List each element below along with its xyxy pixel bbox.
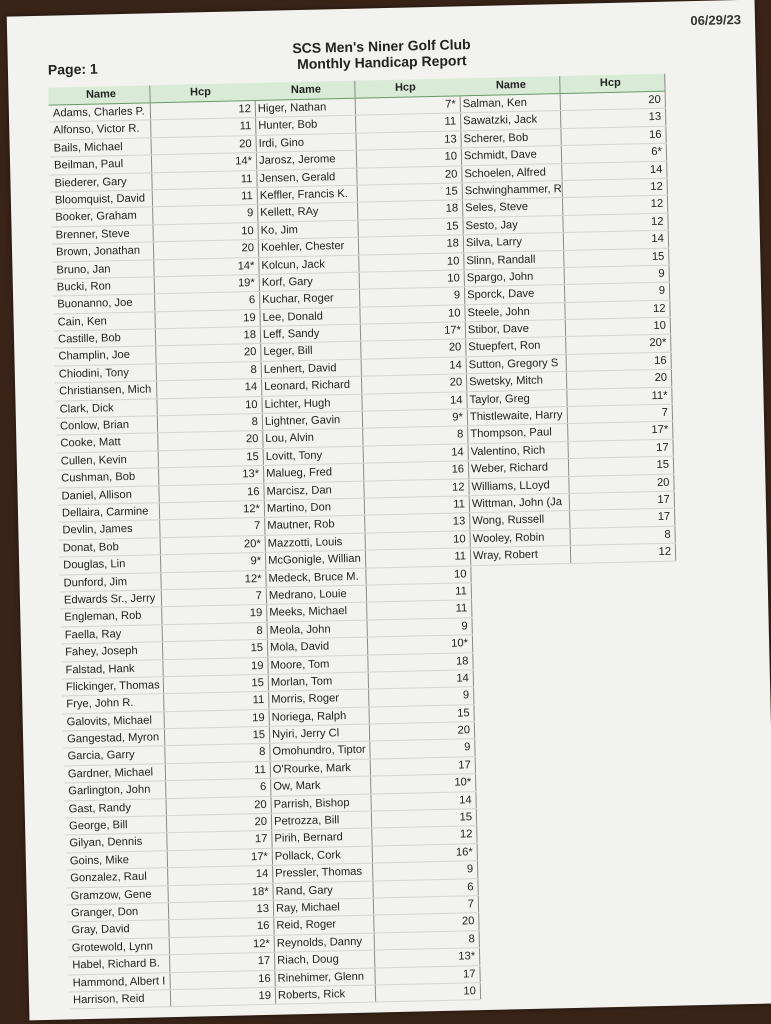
member-name: Brenner, Steve [52,225,154,244]
member-name: Frye, John R. [62,694,164,713]
member-name: Leff, Sandy [259,325,361,344]
member-handicap: 7* [356,96,461,115]
member-name: Cain, Ken [53,312,155,331]
member-name: O'Rourke, Mark [269,759,371,778]
member-handicap: 7 [568,405,673,424]
member-handicap: 7 [162,588,267,607]
member-name: Mola, David [266,638,368,657]
member-name: Hammond, Albert I [68,973,170,992]
member-handicap: 14 [564,231,669,250]
member-handicap: 20 [357,166,462,185]
member-handicap: 12* [160,501,265,520]
member-handicap: 6* [562,144,667,163]
member-handicap: 8 [163,623,268,642]
member-handicap: 19 [171,988,276,1007]
member-handicap: 20 [362,375,467,394]
member-name: Lou, Alvin [261,429,363,448]
member-handicap: 20* [161,536,266,555]
member-name: Rinehimer, Glenn [273,968,375,987]
member-handicap: 10 [357,148,462,167]
club-title: SCS Men's Niner Golf Club [292,36,471,57]
member-name: Lee, Donald [258,307,360,326]
member-name: Sawatzki, Jack [459,111,561,130]
member-name: Stuepfert, Ron [464,337,566,356]
member-name: Williams, LLoyd [467,477,569,496]
member-name: Faella, Ray [61,625,163,644]
member-handicap: 20 [374,913,479,932]
member-handicap: 15 [163,640,268,659]
member-name: Sporck, Dave [463,285,565,304]
member-name: Stibor, Dave [464,320,566,339]
member-handicap: 14 [369,670,474,689]
member-name: Taylor, Greg [465,390,567,409]
member-handicap: 15 [358,218,463,237]
member-handicap: 8 [375,931,480,950]
member-handicap: 7 [160,518,265,537]
member-name: Gardner, Michael [64,764,166,783]
member-handicap: 9* [363,409,468,428]
member-handicap: 9 [370,740,475,759]
member-handicap: 16 [561,126,666,145]
member-name: Adams, Charles P. [49,103,151,122]
member-handicap: 14 [371,792,476,811]
member-name: Grotewold, Lynn [68,938,170,957]
table-row [274,983,481,1005]
member-handicap: 20 [152,136,257,155]
member-handicap: 17* [568,422,673,441]
member-handicap: 16 [567,352,672,371]
member-name: Slinn, Randall [462,251,564,270]
member-name: Schmidt, Dave [460,146,562,165]
member-handicap: 10 [366,531,471,550]
member-name: Martino, Don [263,499,365,518]
member-handicap: 10 [157,397,262,416]
member-name: Medeck, Bruce M. [264,568,366,587]
member-name: Valentino, Rich [467,442,569,461]
member-name: Edwards Sr., Jerry [60,590,162,609]
member-handicap: 8 [157,362,262,381]
member-handicap: 14 [562,161,667,180]
member-name: Pollack, Cork [271,846,373,865]
member-handicap: 11 [152,171,257,190]
member-name: Galovits, Michael [63,712,165,731]
member-name: Booker, Graham [51,208,153,227]
report-sheet [7,0,771,1020]
member-name: Cushman, Bob [57,468,159,487]
member-handicap: 9* [161,553,266,572]
member-handicap: 16 [170,970,275,989]
member-name: Goins, Mike [66,851,168,870]
member-name: George, Bill [65,816,167,835]
member-handicap: 18 [358,201,463,220]
member-handicap: 9 [153,205,258,224]
member-handicap: 12* [170,936,275,955]
member-handicap: 19 [165,710,270,729]
member-handicap: 20 [167,814,272,833]
member-handicap: 16 [159,483,264,502]
member-handicap: 20* [566,335,671,354]
member-handicap: 15 [369,705,474,724]
member-name: Harrison, Reid [69,990,171,1009]
member-name: Wong, Russell [468,511,570,530]
member-handicap: 11 [367,583,472,602]
member-handicap: 12 [563,196,668,215]
member-name: Habel, Richard B. [68,955,170,974]
name-header: Name [458,76,560,95]
member-name: Swetsky, Mitch [465,372,567,391]
member-handicap: 14 [362,357,467,376]
member-name: Donat, Bob [59,538,161,557]
member-name: Pressler, Thomas [271,864,373,883]
member-name: Cooke, Matt [56,434,158,453]
member-handicap: 9 [565,266,670,285]
hcp-header: Hcp [150,83,255,102]
member-name: Brown, Jonathan [52,242,154,261]
member-handicap: 11 [356,114,461,133]
report-title: Monthly Handicap Report [296,52,467,73]
member-handicap: 20 [370,722,475,741]
member-name: Silva, Larry [462,233,564,252]
member-name: Omohundro, Tiptor [268,742,370,761]
member-name: Ray, Michael [272,898,374,917]
member-name: Malueg, Fred [262,464,364,483]
member-handicap: 11 [166,762,271,781]
member-handicap: 20 [361,340,466,359]
member-handicap: 14 [168,866,273,885]
member-name: Reid, Roger [272,916,374,935]
member-name: Champlin, Joe [54,347,156,366]
member-name: Higer, Nathan [254,99,356,118]
member-handicap: 13* [159,466,264,485]
member-handicap: 20 [561,92,666,111]
member-name: Pirih, Bernard [270,829,372,848]
member-name: Koehler, Chester [257,238,359,257]
member-handicap: 11 [153,188,258,207]
member-name: Biederer, Gary [50,173,152,192]
member-name: Medrano, Louie [265,586,367,605]
report-date: 06/29/23 [690,11,742,29]
member-handicap: 16* [373,844,478,863]
member-handicap: 17 [570,492,675,511]
column-3 [458,74,676,566]
column-2 [253,78,481,1005]
member-handicap: 19 [163,657,268,676]
member-handicap: 13 [365,514,470,533]
member-handicap: 17 [371,757,476,776]
member-handicap: 14 [157,379,262,398]
member-handicap: 12 [571,544,676,563]
member-name: Buonanno, Joe [53,295,155,314]
member-handicap: 20 [154,240,259,259]
member-name: Granger, Don [67,903,169,922]
member-name: Lightner, Gavin [261,412,363,431]
member-handicap: 18* [168,883,273,902]
member-handicap: 6 [166,779,271,798]
member-name: Douglas, Lin [59,555,161,574]
member-handicap: 18 [368,653,473,672]
member-name: Irdi, Gino [254,133,356,152]
member-handicap: 20 [158,431,263,450]
member-name: Falstad, Hank [61,660,163,679]
member-name: Ko, Jim [256,220,358,239]
member-name: Petrozza, Bill [270,812,372,831]
member-name: Gramzow, Gene [66,886,168,905]
member-name: McGonigle, Willian [264,551,366,570]
member-name: Garlington, John [64,781,166,800]
member-handicap: 18 [156,327,261,346]
member-handicap: 11* [567,387,672,406]
member-handicap: 17 [570,509,675,528]
member-name: Nyiri, Jerry Cl [268,725,370,744]
member-handicap: 14 [364,444,469,463]
member-name: Gilyan, Dennis [65,834,167,853]
member-name: Schwinghammer, R [461,181,563,200]
member-handicap: 12 [372,827,477,846]
member-name: Jarosz, Jerome [255,151,357,170]
member-name: Castille, Bob [54,329,156,348]
member-name: Marcisz, Dan [262,481,364,500]
member-name: Leonard, Richard [260,377,362,396]
member-handicap: 10 [360,305,465,324]
member-name: Cullen, Kevin [57,451,159,470]
member-name: Weber, Richard [467,459,569,478]
member-name: Moore, Tom [266,655,368,674]
member-name: Reynolds, Danny [273,933,375,952]
member-handicap: 15 [569,457,674,476]
member-name: Devlin, James [58,521,160,540]
member-handicap: 6 [373,879,478,898]
member-name: Clark, Dick [55,399,157,418]
member-name: Flickinger, Thomas [62,677,164,696]
member-name: Bloomquist, David [51,190,153,209]
member-handicap: 8 [363,427,468,446]
member-handicap: 16 [364,461,469,480]
member-handicap: 17 [375,966,480,985]
member-name: Korf, Gary [258,273,360,292]
member-name: Riach, Doug [273,951,375,970]
hcp-header: Hcp [355,78,460,97]
member-handicap: 14* [152,153,257,172]
member-handicap: 12 [151,101,256,120]
member-handicap: 17 [170,953,275,972]
member-handicap: 10 [153,223,258,242]
member-name: Alfonso, Victor R. [49,121,151,140]
member-handicap: 17* [361,322,466,341]
table-row [69,988,276,1010]
member-name: Gangestad, Myron [63,729,165,748]
member-name: Gray, David [67,921,169,940]
member-handicap: 17 [568,439,673,458]
member-name: Jensen, Gerald [255,168,357,187]
member-handicap: 15 [165,727,270,746]
member-handicap: 12 [364,479,469,498]
member-name: Scherer, Bob [459,129,561,148]
member-name: Bucki, Ron [53,277,155,296]
member-name: Kolcun, Jack [257,255,359,274]
member-handicap: 12 [563,179,668,198]
member-handicap: 16 [169,918,274,937]
member-handicap: 12* [161,570,266,589]
member-name: Meola, John [266,620,368,639]
member-handicap: 9 [565,283,670,302]
member-name: Hunter, Bob [254,116,356,135]
member-handicap: 8 [165,744,270,763]
member-name: Seles, Steve [461,198,563,217]
member-name: Steele, John [463,303,565,322]
member-handicap: 11 [365,496,470,515]
member-name: Lovitt, Tony [262,446,364,465]
member-name: Conlow, Brian [56,416,158,435]
member-handicap: 13 [561,109,666,128]
member-name: Sesto, Jay [461,216,563,235]
member-name: Schoelen, Alfred [460,164,562,183]
member-handicap: 19* [155,275,260,294]
member-name: Bails, Michael [50,138,152,157]
table-row [469,544,676,566]
member-handicap: 20 [156,344,261,363]
member-name: Kellett, RAy [256,203,358,222]
member-name: Thistlewaite, Harry [466,407,568,426]
member-name: Morlan, Tom [267,672,369,691]
member-handicap: 19 [162,605,267,624]
member-name: Lichter, Hugh [260,394,362,413]
member-name: Christiansen, Mich [55,382,157,401]
member-handicap: 15 [564,248,669,267]
member-handicap: 13 [356,131,461,150]
name-header: Name [48,85,150,104]
member-name: Fahey, Joseph [61,642,163,661]
member-handicap: 8 [570,526,675,545]
member-handicap: 10 [359,253,464,272]
member-handicap: 10 [360,270,465,289]
page-number: Page: 1 [47,60,98,78]
member-handicap: 14 [362,392,467,411]
member-name: Rand, Gary [271,881,373,900]
member-name: Salman, Ken [459,94,561,113]
member-name: Keffler, Francis K. [256,186,358,205]
member-name: Chiodini, Tony [55,364,157,383]
member-handicap: 20 [567,370,672,389]
member-handicap: 20 [569,474,674,493]
member-handicap: 9 [367,618,472,637]
member-name: Engleman, Rob [60,608,162,627]
member-name: Leger, Bill [259,342,361,361]
hcp-header: Hcp [560,74,665,93]
member-name: Gast, Randy [65,799,167,818]
member-handicap: 9 [373,861,478,880]
member-name: Sutton, Gregory S [465,355,567,374]
member-name: Thompson, Paul [466,424,568,443]
member-name: Bruno, Jan [52,260,154,279]
column-1 [48,83,276,1010]
member-handicap: 10* [368,635,473,654]
member-handicap: 15 [159,449,264,468]
member-name: Roberts, Rick [274,985,376,1004]
member-name: Daniel, Allison [57,486,159,505]
member-name: Dellaira, Carmine [58,503,160,522]
member-handicap: 15 [164,675,269,694]
member-handicap: 11 [367,601,472,620]
member-handicap: 10* [371,774,476,793]
member-handicap: 15 [358,183,463,202]
member-handicap: 14* [154,257,259,276]
member-name: Wittman, John (Ja [468,494,570,513]
member-handicap: 10 [366,566,471,585]
member-handicap: 8 [158,414,263,433]
member-handicap: 11 [366,548,471,567]
member-name: Lenhert, David [260,360,362,379]
member-name: Garcia, Garry [63,747,165,766]
member-name: Morris, Roger [267,690,369,709]
member-name: Ow, Mark [269,777,371,796]
member-name: Mautner, Rob [263,516,365,535]
member-handicap: 9 [360,288,465,307]
member-name: Dunford, Jim [59,573,161,592]
member-name: Beilman, Paul [50,156,152,175]
member-name: Spargo, John [463,268,565,287]
member-handicap: 10 [566,318,671,337]
member-handicap: 20 [166,796,271,815]
member-handicap: 7 [374,896,479,915]
member-name: Gonzalez, Raul [66,868,168,887]
member-handicap: 12 [565,300,670,319]
name-header: Name [253,81,355,100]
member-handicap: 9 [369,687,474,706]
member-handicap: 17* [168,849,273,868]
member-handicap: 12 [563,213,668,232]
member-handicap: 13 [169,901,274,920]
member-name: Kuchar, Roger [258,290,360,309]
member-name: Wooley, Robin [468,529,570,548]
member-handicap: 15 [372,809,477,828]
member-handicap: 19 [155,310,260,329]
member-handicap: 13* [375,948,480,967]
member-name: Parrish, Bishop [269,794,371,813]
member-name: Mazzotti, Louis [264,533,366,552]
member-name: Noriega, Ralph [267,707,369,726]
member-handicap: 11 [151,118,256,137]
member-handicap: 10 [376,983,481,1002]
member-handicap: 17 [167,831,272,850]
member-name: Wray, Robert [469,546,571,565]
member-name: Meeks, Michael [265,603,367,622]
member-handicap: 6 [155,292,260,311]
member-handicap: 18 [359,235,464,254]
member-handicap: 11 [164,692,269,711]
